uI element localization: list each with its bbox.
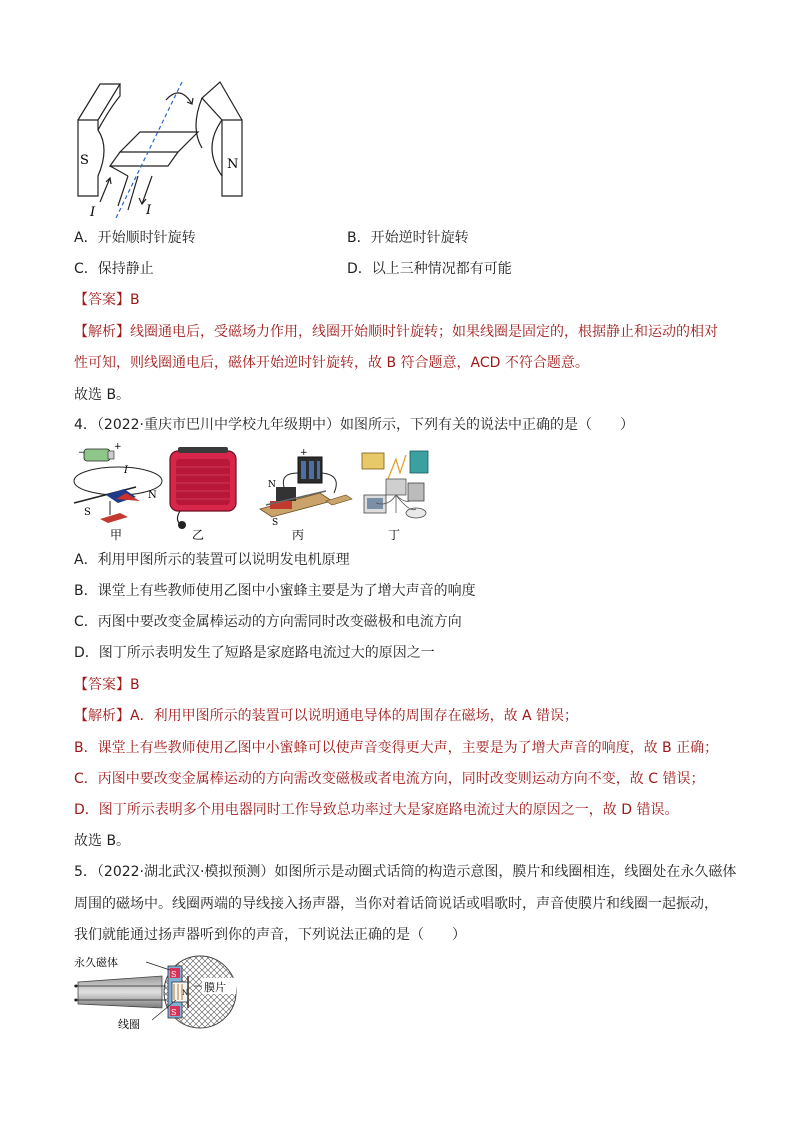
q3-analysis-tag: 【解析】 bbox=[74, 324, 130, 340]
q4-fig1-s-label: S bbox=[84, 507, 91, 518]
q4-option-a: A．利用甲图所示的装置可以说明发电机原理 bbox=[74, 552, 350, 568]
q4-fig3-n-label: N bbox=[268, 480, 276, 490]
q4-analysis-tag: 【解析】 bbox=[74, 708, 130, 724]
q4-option-b: B．课堂上有些教师使用乙图中小蜜蜂主要是为了增大声音的响度 bbox=[74, 583, 476, 599]
svg-text:+: + bbox=[300, 448, 308, 458]
q3-current-label-right: I bbox=[146, 203, 152, 218]
svg-text:+: + bbox=[114, 443, 122, 452]
q4-label-bing: 丙 bbox=[292, 528, 305, 542]
q3-current-label-left: I bbox=[90, 205, 96, 220]
svg-text:−: − bbox=[78, 448, 86, 458]
q3-n-pole-label: N bbox=[227, 157, 239, 172]
q4-fig1-n-label: N bbox=[148, 490, 157, 501]
q3-option-c: C．保持静止 bbox=[74, 261, 154, 277]
q4-figure-ding bbox=[362, 451, 428, 542]
q4-conclusion: 故选 B。 bbox=[74, 833, 131, 849]
q3-option-a: A．开始顺时针旋转 bbox=[74, 230, 196, 246]
q5-label-diaphragm: 膜片 bbox=[204, 981, 226, 994]
q5-pole-s-top: S bbox=[171, 970, 177, 979]
q5-stem-line-3: 我们就能通过扬声器听到你的声音，下列说法正确的是（ ） bbox=[74, 927, 466, 943]
q3-conclusion: 故选 B。 bbox=[74, 387, 131, 403]
q4-fig3-s-label: S bbox=[272, 518, 279, 528]
q4-option-c: C．丙图中要改变金属棒运动的方向需同时改变磁极和电流方向 bbox=[74, 614, 462, 630]
q4-figure-bing bbox=[260, 448, 352, 542]
q4-label-yi: 乙 bbox=[192, 528, 205, 542]
q3-analysis-line-2: 性可知，则线圈通电后，磁体开始逆时针旋转，故 B 符合题意，ACD 不符合题意。 bbox=[74, 355, 589, 371]
q5-microphone-figure bbox=[70, 952, 250, 1032]
q3-option-d: D．以上三种情况都有可能 bbox=[347, 261, 512, 277]
q5-pole-s-bottom: S bbox=[171, 1008, 177, 1017]
q5-label-magnet: 永久磁体 bbox=[74, 956, 118, 969]
q3-option-b: B．开始逆时针旋转 bbox=[347, 230, 469, 246]
q4-analysis-line-b: B．课堂上有些教师使用乙图中小蜜蜂可以使声音变得更大声，主要是为了增大声音的响度，故 B 正确； bbox=[74, 740, 719, 756]
q5-label-coil: 线圈 bbox=[118, 1018, 140, 1031]
q3-answer-tag: 【答案】 bbox=[74, 292, 130, 308]
q4-answer-value: B bbox=[130, 677, 140, 693]
q4-answer-tag: 【答案】 bbox=[74, 677, 130, 693]
q4-answer bbox=[74, 675, 140, 695]
q4-four-figures bbox=[70, 443, 450, 543]
q4-figure-yi bbox=[170, 447, 236, 542]
q3-answer-value: B bbox=[130, 292, 140, 308]
q3-analysis-text-1: 线圈通电后，受磁场力作用，线圈开始顺时针旋转；如果线圈是固定的，根据静止和运动的相对 bbox=[130, 324, 718, 340]
q4-stem: 4．（2022·重庆市巴川中学校九年级期中）如图所示，下列有关的说法中正确的是（ ） bbox=[74, 417, 634, 433]
q3-s-pole-label: S bbox=[80, 153, 89, 168]
q3-magnet-coil-figure bbox=[70, 78, 245, 223]
q3-answer bbox=[74, 290, 140, 310]
q4-analysis-line-d: D．图丁所示表明多个用电器同时工作导致总功率过大是家庭路电流过大的原因之一，故 D 错误。 bbox=[74, 802, 679, 818]
q5-stem-line-2: 周围的磁场中。线圈两端的导线接入扬声器，当你对着话筒说话或唱歌时，声音使膜片和线圈一起振动， bbox=[74, 896, 718, 912]
q4-analysis-line-c: C．丙图中要改变金属棒运动的方向需改变磁极或者电流方向，同时改变则运动方向不变，故 C 错误； bbox=[74, 771, 705, 787]
q4-fig1-current-label: I bbox=[124, 465, 128, 476]
q4-label-ding: 丁 bbox=[388, 528, 401, 542]
q4-figure-jia bbox=[74, 443, 162, 542]
q5-pole-n: N bbox=[182, 989, 189, 997]
q5-stem-line-1: 5．（2022·湖北武汉·模拟预测）如图所示是动圈式话筒的构造示意图，膜片和线圈相连，线圈处在永久磁体 bbox=[74, 864, 737, 880]
q4-analysis-line-a bbox=[74, 706, 578, 726]
q4-analysis-text-a: A．利用甲图所示的装置可以说明通电导体的周围存在磁场，故 A 错误； bbox=[130, 708, 579, 724]
q4-label-jia: 甲 bbox=[110, 528, 123, 542]
q3-analysis-line-1 bbox=[74, 322, 718, 342]
q4-option-d: D．图丁所示表明发生了短路是家庭路电流过大的原因之一 bbox=[74, 645, 435, 661]
